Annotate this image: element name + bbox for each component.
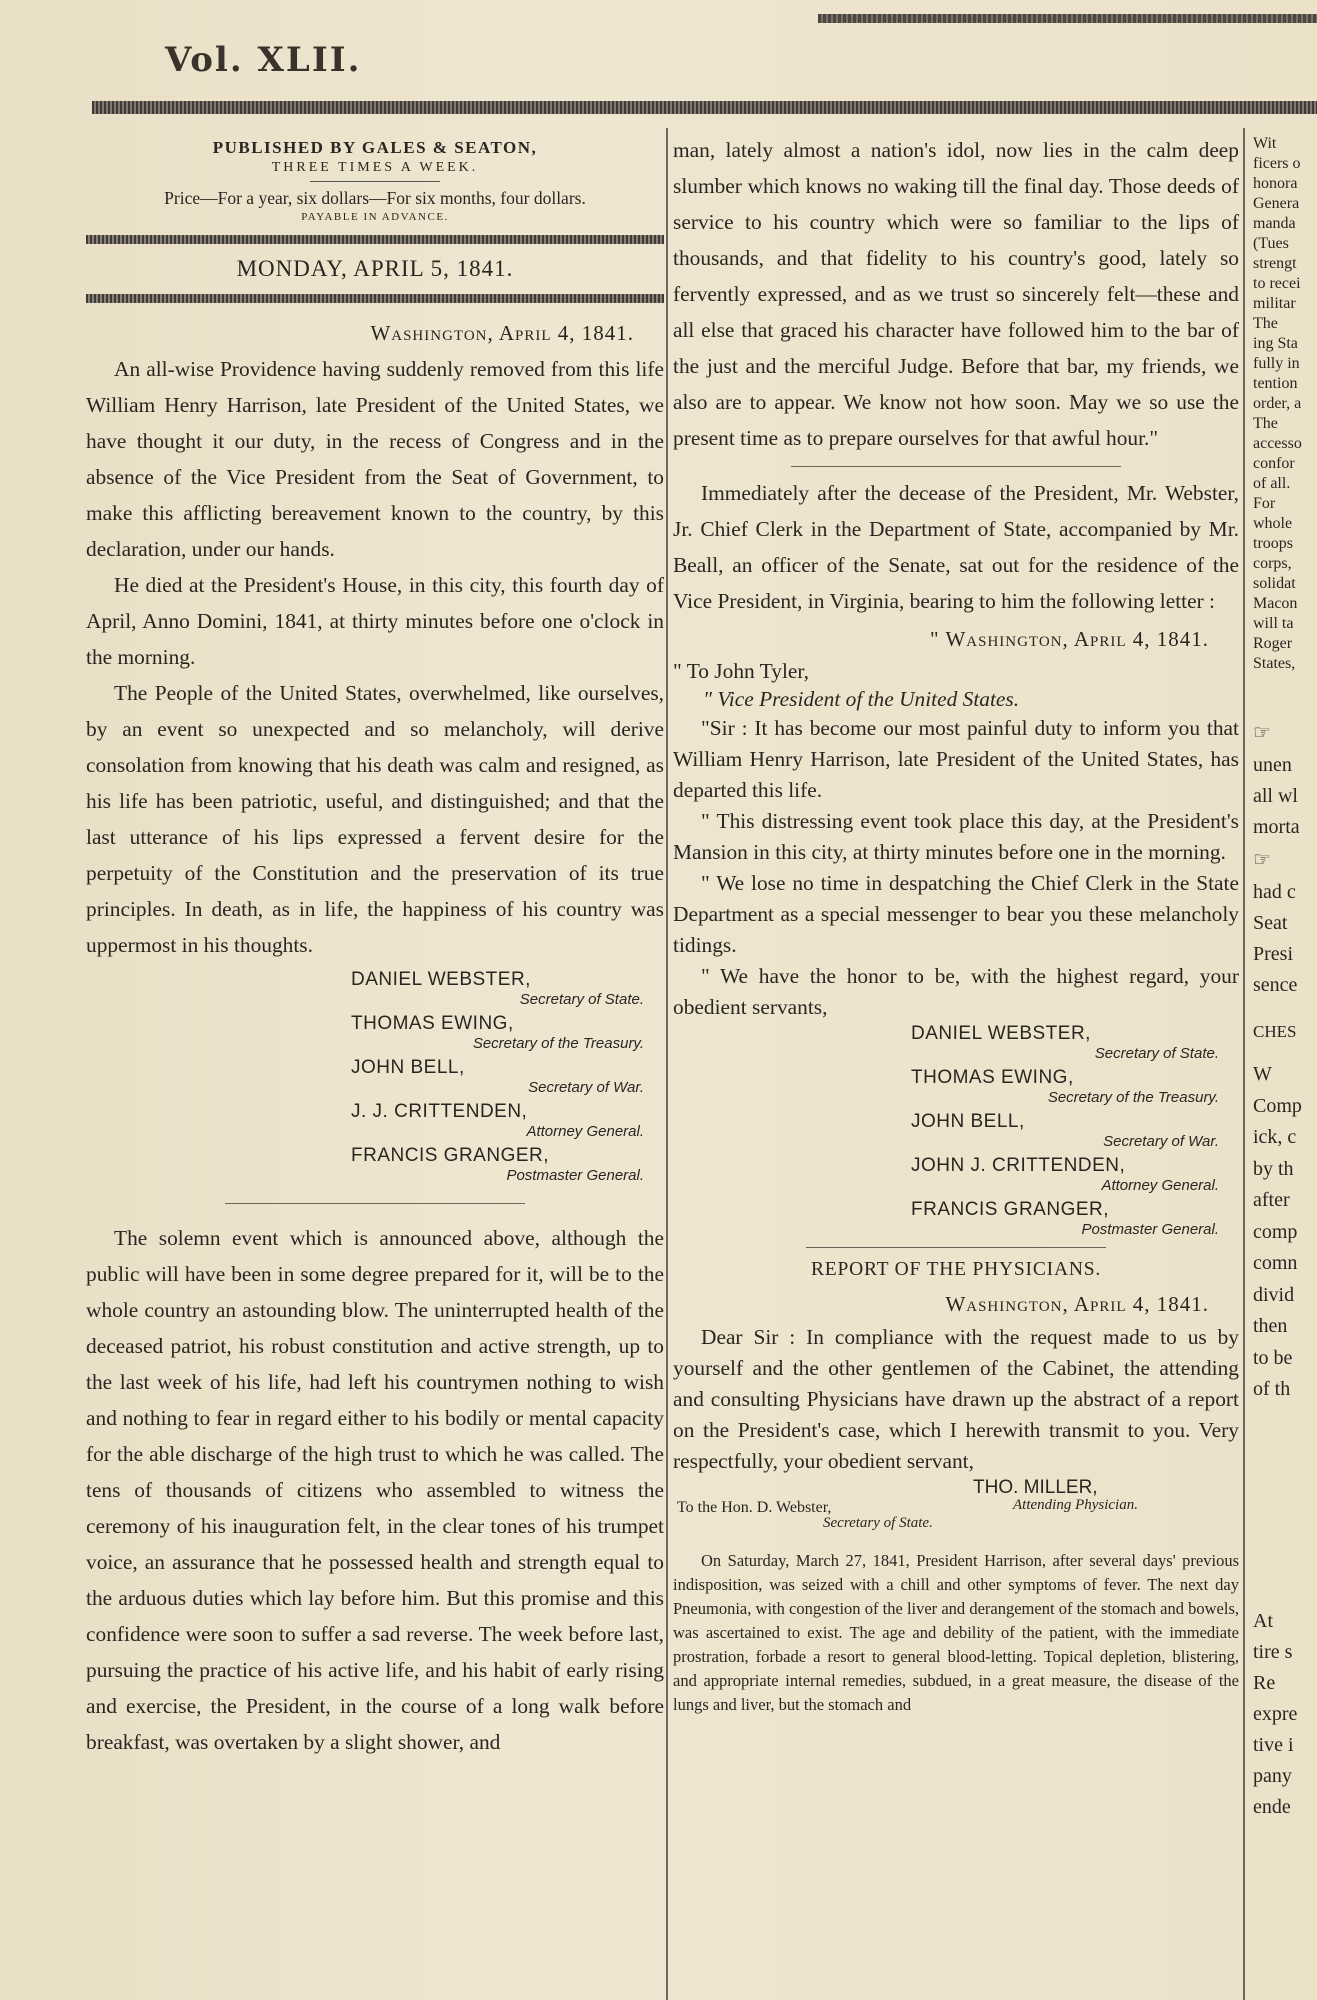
masthead-frequency: THREE TIMES A WEEK. xyxy=(271,160,479,175)
fragment-line: by th xyxy=(1253,1157,1294,1180)
volume-number: Vol. XLII. xyxy=(165,40,362,80)
signatory-title: Secretary of War. xyxy=(528,1079,644,1096)
pointing-hand-icon: ☞ xyxy=(1253,849,1271,871)
column-2 xyxy=(673,132,1239,1717)
letter-paragraph: "Sir : It has become our most painful duty to inform you that William Henry Harrison, late President of the United States, has departed this life. xyxy=(673,716,1239,802)
fragment-line: all wl xyxy=(1253,785,1298,807)
signatory-title: Postmaster General. xyxy=(1081,1221,1219,1238)
fragment-line: tive i xyxy=(1253,1733,1294,1756)
letter-paragraph: " This distressing event took place this day, at the President's Mansion in this city, at thirty minutes before one in the morning. xyxy=(673,809,1239,864)
signature-block xyxy=(86,969,664,1185)
article-paragraph: The People of the United States, overwhelmed, like ourselves, by an event so unexpected and so melancholy, will derive consolation from knowing that his death was calm and resigned, as his life has been patriotic, useful, and distinguished; and that the last utterance of his lips expressed a fervent desire for the perpetuity of the Constitution and the preservation of its true principles. In death, as in life, the happiness of his country was uppermost in his thoughts. xyxy=(86,681,664,957)
fragment-line: tention xyxy=(1253,375,1298,392)
fragment-block-fist1 xyxy=(1253,750,1317,843)
fragment-block-mid xyxy=(1253,1059,1317,1406)
place-date: Washington, April 4, 1841. xyxy=(370,321,634,345)
rule-band xyxy=(86,235,664,244)
fragment-line: The xyxy=(1253,415,1278,432)
fragment-line: accesso xyxy=(1253,435,1302,452)
signatory-name: JOHN BELL, xyxy=(351,1057,465,1078)
signatory-name: JOHN J. CRITTENDEN, xyxy=(911,1155,1126,1176)
fragment-line: Roger xyxy=(1253,635,1293,652)
fragment-block-bottom xyxy=(1253,1606,1317,1823)
header-rule xyxy=(92,101,1317,114)
article-paragraph: An all-wise Providence having suddenly removed from this life William Henry Harrison, late President of the United States, we have thought it our duty, in the recess of Congress and in the absence of the Vice President from the Seat of Government, to make this afflicting bereavement known to the country, by this declaration, under our hands. xyxy=(86,357,664,561)
fragment-line: of th xyxy=(1253,1378,1291,1400)
signatory-title: Attorney General. xyxy=(1101,1177,1219,1194)
fragment-line: W xyxy=(1253,1063,1272,1085)
fragment-line: ende xyxy=(1253,1795,1291,1818)
rule-band xyxy=(86,294,664,303)
fragment-line: expre xyxy=(1253,1702,1298,1725)
fragment-line: (Tues xyxy=(1253,235,1289,252)
fragment-line: morta xyxy=(1253,816,1300,838)
signature-block xyxy=(673,1023,1239,1239)
signatory-title: Secretary of State. xyxy=(1094,1045,1219,1062)
report-signature xyxy=(673,1477,1239,1529)
masthead-rule xyxy=(310,181,440,182)
fragment-line: tire s xyxy=(1253,1640,1293,1663)
report-abstract: On Saturday, March 27, 1841, President Harrison, after several days' previous indisposition, was seized with a chill and other symptoms of fever. The next day Pneumonia, with congestion of the liver and derangement of the stomach and bowels, was ascertained to exist. The age and debility of the patient, with the immediate prostration, forbade a resort to general blood-letting. Topical depletion, blistering, and appropriate internal remedies, subdued, in a great measure, the disease of the lungs and liver, but the stomach and xyxy=(673,1551,1239,1714)
fragment-line: to recei xyxy=(1253,275,1301,292)
fist-notice-1 xyxy=(1253,716,1317,750)
fragment-line: militar xyxy=(1253,295,1296,312)
column-divider xyxy=(666,128,668,2000)
issue-dateline: MONDAY, APRIL 5, 1841. xyxy=(236,256,514,281)
fragment-line: will ta xyxy=(1253,615,1294,632)
top-border-rule xyxy=(818,14,1317,23)
fragment-line: States, xyxy=(1253,655,1296,672)
fragment-line: comn xyxy=(1253,1252,1298,1274)
fragment-line: to be xyxy=(1253,1346,1293,1369)
fist-notice-2 xyxy=(1253,843,1317,877)
fragment-line: The xyxy=(1253,315,1278,332)
signatory-name: FRANCIS GRANGER, xyxy=(911,1199,1110,1220)
letter-paragraph: " We lose no time in despatching the Chief Clerk in the State Department as a special messenger to bear you these melancholy tidings. xyxy=(673,871,1239,957)
fragment-line: confor xyxy=(1253,455,1295,472)
pointing-hand-icon: ☞ xyxy=(1253,722,1271,744)
signatory-name: J. J. CRITTENDEN, xyxy=(351,1101,528,1122)
fragment-line: ick, c xyxy=(1253,1126,1297,1148)
fragment-line: honora xyxy=(1253,175,1298,192)
fragment-block-top xyxy=(1253,134,1317,674)
masthead-payable: PAYABLE IN ADVANCE. xyxy=(301,211,449,223)
report-addressee-title: Secretary of State. xyxy=(823,1515,933,1531)
letter-paragraph: " We have the honor to be, with the highest regard, your obedient servants, xyxy=(673,964,1239,1019)
fragment-heading: CHES xyxy=(1253,1022,1297,1041)
column-1 xyxy=(86,132,664,1760)
fragment-line: sence xyxy=(1253,974,1298,996)
report-heading: REPORT OF THE PHYSICIANS. xyxy=(810,1259,1102,1280)
signatory-title: Secretary of the Treasury. xyxy=(1047,1089,1219,1106)
letter-addressee: " To John Tyler, xyxy=(673,659,809,683)
signatory-name: DANIEL WEBSTER, xyxy=(351,969,531,990)
fragment-line: ing Sta xyxy=(1253,335,1298,352)
signatory-title: Secretary of War. xyxy=(1103,1133,1219,1150)
masthead-publisher: PUBLISHED BY GALES & SEATON, xyxy=(212,138,538,157)
fragment-line: corps, xyxy=(1253,555,1292,572)
fragment-line: manda xyxy=(1253,215,1296,232)
fragment-line: whole xyxy=(1253,515,1293,532)
report-place-date: Washington, April 4, 1841. xyxy=(945,1292,1209,1316)
fragment-line: Macon xyxy=(1253,595,1298,612)
signatory-title: Secretary of the Treasury. xyxy=(472,1035,644,1052)
fragment-line: fully in xyxy=(1253,355,1300,372)
fragment-line: divid xyxy=(1253,1283,1295,1306)
section-separator xyxy=(806,1247,1106,1248)
fragment-line: pany xyxy=(1253,1764,1292,1787)
signatory-name: DANIEL WEBSTER, xyxy=(911,1023,1091,1044)
signatory-title: Attorney General. xyxy=(526,1123,644,1140)
article-paragraph: The solemn event which is announced above, although the public will have been in some degree prepared for it, will be to the whole country an astounding blow. The uninterrupted health of the deceased patriot, his robust constitution and active strength, up to the last week of his life, had left his countrymen nothing to wish and nothing to fear in regard either to his bodily or mental capacity for the able discharge of the high trust to which he was called. The tens of thousands of citizens who assembled to witness the ceremony of his inauguration felt, in the clear tones of his trumpet voice, an assurance that he possessed health and strength equal to the arduous duties which lay before him. But this promise and this confidence were soon to suffer a sad reverse. The week before last, pursuing the practice of his active life, and his habit of early rising and exercise, the President, in the course of a long walk before breakfast, was overtaken by a slight shower, and xyxy=(86,1226,664,1754)
fragment-line: Comp xyxy=(1253,1094,1302,1117)
fragment-line: comp xyxy=(1253,1220,1298,1243)
fragment-line: solidat xyxy=(1253,575,1296,592)
signatory-name: JOHN BELL, xyxy=(911,1111,1025,1132)
report-signer-title: Attending Physician. xyxy=(1013,1497,1138,1513)
fragment-line: For xyxy=(1253,495,1276,512)
fragment-line: then xyxy=(1253,1315,1288,1337)
column-divider xyxy=(1243,128,1245,2000)
column-3-fragment xyxy=(1253,134,1317,1823)
fragment-line: At xyxy=(1253,1609,1273,1632)
signatory-title: Postmaster General. xyxy=(506,1167,644,1184)
signatory-title: Secretary of State. xyxy=(519,991,644,1008)
section-separator xyxy=(791,466,1121,467)
fragment-line: Genera xyxy=(1253,195,1300,212)
report-addressee: To the Hon. D. Webster, xyxy=(677,1499,832,1516)
fragment-line: Re xyxy=(1253,1671,1276,1694)
fragment-line: unen xyxy=(1253,754,1292,776)
fragment-line: strengt xyxy=(1253,255,1297,272)
fragment-line: Seat xyxy=(1253,912,1288,934)
article-paragraph: Immediately after the decease of the President, Mr. Webster, Jr. Chief Clerk in the Department of State, accompanied by Mr. Beall, an officer of the Senate, sat out for the residence of the Vice President, in Virginia, bearing to him the following letter : xyxy=(673,481,1239,613)
fragment-line: troops xyxy=(1253,535,1293,552)
fragment-line: Wit xyxy=(1253,135,1277,152)
fragment-block-fist2 xyxy=(1253,877,1317,1001)
report-body: Dear Sir : In compliance with the request made to us by yourself and the other gentlemen of the Cabinet, the attending and consulting Physicians have drawn up the abstract of a report on the President's case, which I herewith transmit to you. Very respectfully, your obedient servant, xyxy=(673,1325,1239,1473)
fragment-line: Presi xyxy=(1253,943,1293,965)
signatory-name: THOMAS EWING, xyxy=(911,1067,1074,1088)
fragment-line: had c xyxy=(1253,881,1296,903)
letter-place-date: " Washington, April 4, 1841. xyxy=(930,627,1209,651)
fragment-line: order, a xyxy=(1253,395,1302,412)
section-separator xyxy=(225,1203,525,1204)
fragment-line: of all. xyxy=(1253,475,1291,492)
article-paragraph: man, lately almost a nation's idol, now lies in the calm deep slumber which knows no waking till the final day. Those deeds of service to his country which were so familiar to the lips of thousands, and that fidelity to his country's good, lately so fervently expressed, and as we trust so sincerely felt—these and all else that graced his character have followed him to the bar of the just and the merciful Judge. Before that bar, my friends, we also are to appear. We know not how soon. May we so use the present time as to prepare ourselves for that awful hour." xyxy=(673,138,1239,450)
masthead-price: Price—For a year, six dollars—For six months, four dollars. xyxy=(164,188,586,208)
article-paragraph: He died at the President's House, in this city, this fourth day of April, Anno Domini, 1841, at thirty minutes before one o'clock in the morning. xyxy=(86,573,664,669)
signatory-name: FRANCIS GRANGER, xyxy=(351,1145,550,1166)
signatory-name: THOMAS EWING, xyxy=(351,1013,514,1034)
fragment-line: ficers o xyxy=(1253,155,1301,172)
report-signer: THO. MILLER, xyxy=(973,1477,1098,1498)
fragment-line: after xyxy=(1253,1189,1290,1211)
masthead xyxy=(86,138,664,223)
letter-addressee-title: " Vice President of the United States. xyxy=(703,687,1020,711)
